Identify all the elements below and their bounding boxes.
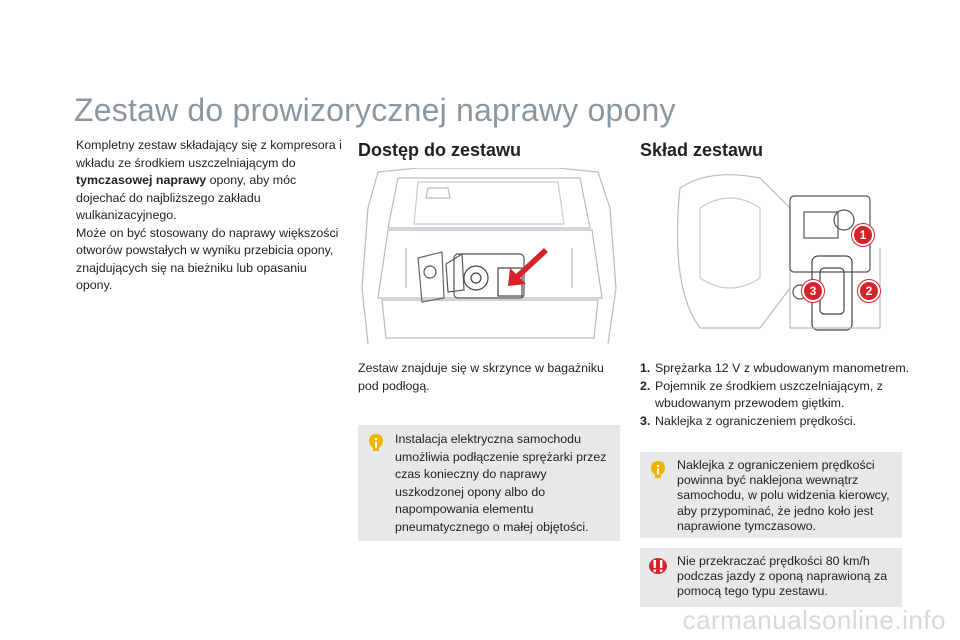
sticker-info-box <box>640 452 902 538</box>
intro-paragraph-1 <box>76 137 346 225</box>
list-item-text: Sprężarka 12 V z wbudowanym manometrem. <box>655 361 910 375</box>
watermark: carmanualsonline.info <box>682 605 946 635</box>
list-item-text: Pojemnik ze środkiem uszczelniającym, z wbudowanym przewodem giętkim. <box>655 379 883 410</box>
pointer-arrow-icon <box>508 248 548 286</box>
access-caption: Zestaw znajduje się w skrzynce w bagażniku pod podłogą. <box>358 361 604 393</box>
callout-badge: 2 <box>858 280 880 302</box>
warning-box-text: Nie przekraczać prędkości 80 km/h podczas jazdy z oponą naprawioną za pomocą tego typu zestawu. <box>677 554 888 599</box>
list-item-number: 2. <box>640 379 651 393</box>
contents-list <box>640 360 910 431</box>
list-item-text: Naklejka z ograniczeniem prędkości. <box>655 414 857 428</box>
list-item-number: 1. <box>640 361 651 375</box>
info-icon <box>648 460 668 480</box>
intro-paragraph-2: Może on być stosowany do naprawy większości otworów powstałych w wyniku przebicia opony, znajdujących się na bieżniku lub opasaniu opony. <box>76 225 339 292</box>
intro-text-part: opony, aby móc dojechać do najbliższego zakładu wulkanizacyjnego. <box>76 173 297 222</box>
intro-text-part: Kompletny zestaw składający się z kompresora i wkładu ze środkiem uszczelniającym do <box>76 138 342 170</box>
access-heading: Dostęp do zestawu <box>358 140 522 160</box>
list-item <box>640 360 910 377</box>
trunk-illustration <box>358 168 620 344</box>
callout-badge: 3 <box>802 280 824 302</box>
list-item-number: 3. <box>640 414 651 428</box>
speed-warning-box <box>640 548 902 607</box>
info-icon <box>366 433 386 453</box>
list-item <box>640 413 910 430</box>
intro-text <box>76 137 346 295</box>
info-box-text: Naklejka z ograniczeniem prędkości powinna być naklejona wewnątrz samochodu, w polu widzenia kierowcy, aby przypominać, że jedno koło jest naprawione tymczasowo. <box>677 458 890 533</box>
warning-icon <box>648 556 668 576</box>
contents-heading: Skład zestawu <box>640 140 764 160</box>
electrical-info-box <box>358 425 620 541</box>
page-title: Zestaw do prowizorycznej naprawy opony <box>74 92 676 128</box>
kit-illustration <box>640 168 902 344</box>
intro-bold-text: tymczasowej naprawy <box>76 173 207 187</box>
callout-badge: 1 <box>852 224 874 246</box>
list-item <box>640 378 910 412</box>
info-box-text: Instalacja elektryczna samochodu umożliwia podłączenie sprężarki przez czas konieczny do naprawy uszkodzonej opony albo do napompowania elementu pneumatycznego o małej objętości. <box>395 432 607 534</box>
